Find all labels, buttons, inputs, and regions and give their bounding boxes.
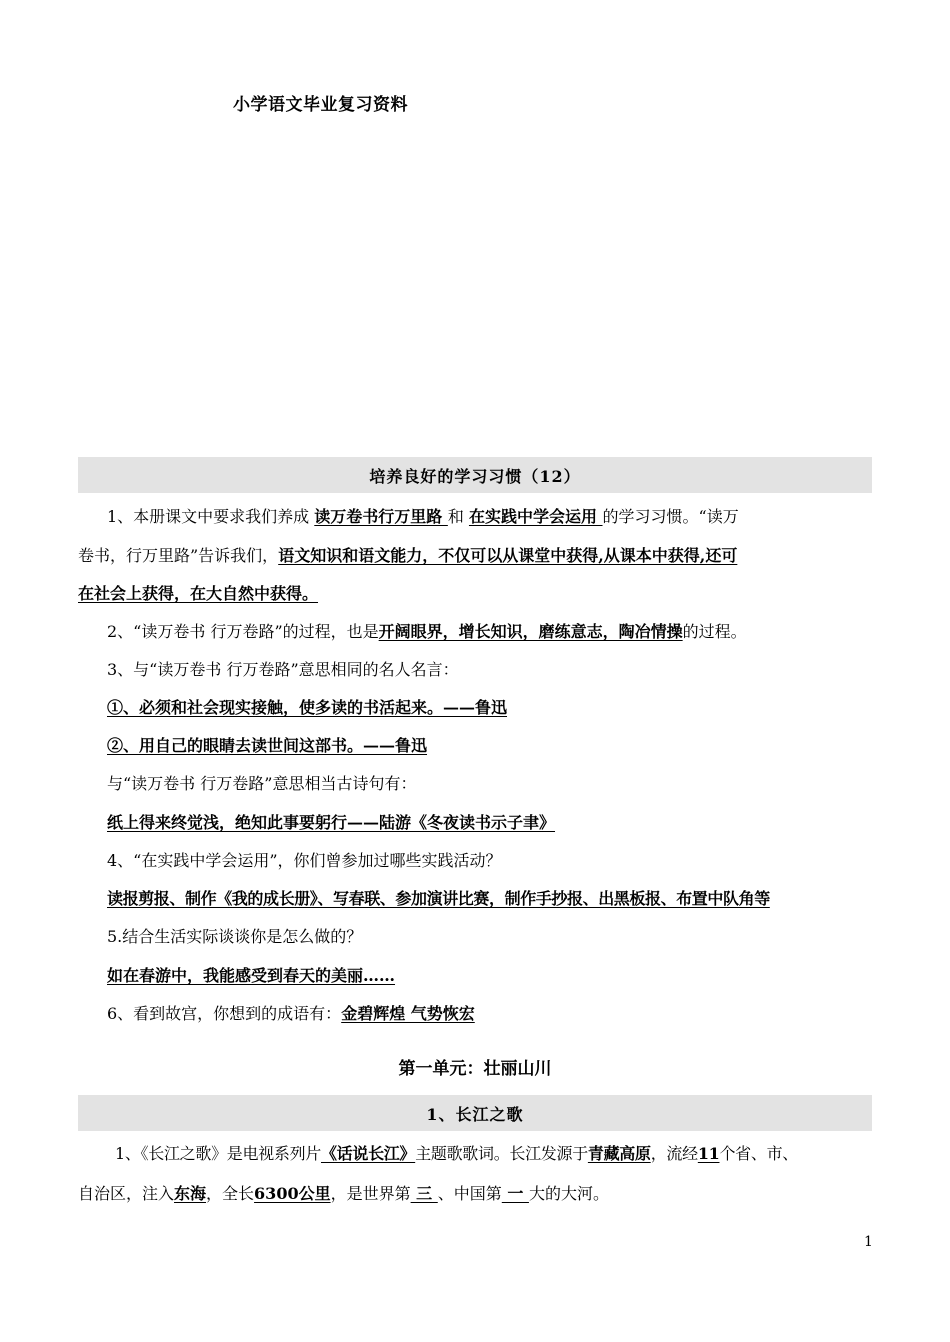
- answer-line: ①、必须和社会现实接触，使多读的书活起来。——鲁迅: [107, 698, 508, 717]
- document-title: 小学语文毕业复习资料: [233, 95, 408, 115]
- text: ，全长: [206, 1184, 255, 1203]
- text: 自治区，注入: [78, 1184, 175, 1203]
- answer: 三: [410, 1184, 438, 1203]
- answer: 读万卷书行万里路: [314, 507, 448, 526]
- answer: 开阔眼界，增长知识，磨练意志，陶冶情操: [378, 622, 683, 641]
- paragraph-line: [78, 1183, 878, 1205]
- answer: 《话说长江》: [320, 1144, 416, 1163]
- page-number: 1: [864, 1234, 873, 1250]
- answer-line: ②、用自己的眼睛去读世间这部书。——鲁迅: [107, 736, 428, 755]
- answer: 青藏高原: [587, 1144, 651, 1163]
- unit-title: 第一单元：壮丽山川: [398, 1059, 552, 1079]
- paragraph-line: [78, 545, 878, 567]
- answer: 6300公里: [254, 1184, 331, 1203]
- paragraph-line: [107, 1003, 907, 1025]
- answer: 金碧辉煌 气势恢宏: [341, 1004, 475, 1023]
- text: 的学习习惯。“读万: [602, 507, 739, 526]
- text: 和: [447, 507, 469, 526]
- question-line: 5.结合生活实际谈谈你是怎么做的？: [107, 927, 363, 946]
- text: 1、《长江之歌》是电视系列片: [115, 1144, 321, 1163]
- text: 大的大河。: [528, 1184, 609, 1203]
- paragraph-line: [78, 583, 878, 605]
- text: 卷书，行万里路”告诉我们，: [78, 546, 279, 565]
- text: 、中国第: [437, 1184, 502, 1203]
- paragraph-line: [115, 1143, 915, 1165]
- answer: 一: [501, 1184, 529, 1203]
- question-line: 3、与“读万卷书 行万卷路”意思相同的名人名言：: [107, 660, 459, 679]
- text: 1、本册课文中要求我们养成: [107, 507, 315, 526]
- answer: 11: [697, 1144, 720, 1163]
- paragraph-line: [107, 506, 907, 528]
- text: 2、“读万卷书 行万卷路”的过程，也是: [107, 622, 379, 641]
- text: 主题歌歌词。长江发源于: [415, 1144, 588, 1163]
- text: ，流经: [650, 1144, 698, 1163]
- answer-line: 纸上得来终觉浅，绝知此事要躬行——陆游《冬夜读书示子聿》: [107, 813, 556, 832]
- paragraph-line: [107, 621, 907, 643]
- section-heading-habits: 培养良好的学习习惯（12）: [78, 457, 872, 493]
- text: 6、看到故宫，你想到的成语有：: [107, 1004, 342, 1023]
- question-line: 4、“在实践中学会运用”，你们曾参加过哪些实践活动？: [107, 851, 502, 870]
- answer-line: 读报剪报、制作《我的成长册》、写春联、参加演讲比赛，制作手抄报、出黑板报、布置中队角等: [107, 889, 770, 908]
- answer-line: 如在春游中，我能感受到春天的美丽……: [107, 966, 396, 985]
- section-heading-changjiang: 1、长江之歌: [78, 1095, 872, 1131]
- answer: 语文知识和语文能力，不仅可以从课堂中获得,从课本中获得,还可: [278, 546, 738, 565]
- text: 的过程。: [682, 622, 747, 641]
- text: ，是世界第: [330, 1184, 411, 1203]
- answer: 在社会上获得，在大自然中获得。: [78, 584, 319, 603]
- text: 个省、市、: [719, 1144, 798, 1163]
- answer: 东海: [174, 1184, 207, 1203]
- question-line: 与“读万卷书 行万卷路”意思相当古诗句有：: [107, 774, 417, 793]
- answer: 在实践中学会运用: [468, 507, 603, 526]
